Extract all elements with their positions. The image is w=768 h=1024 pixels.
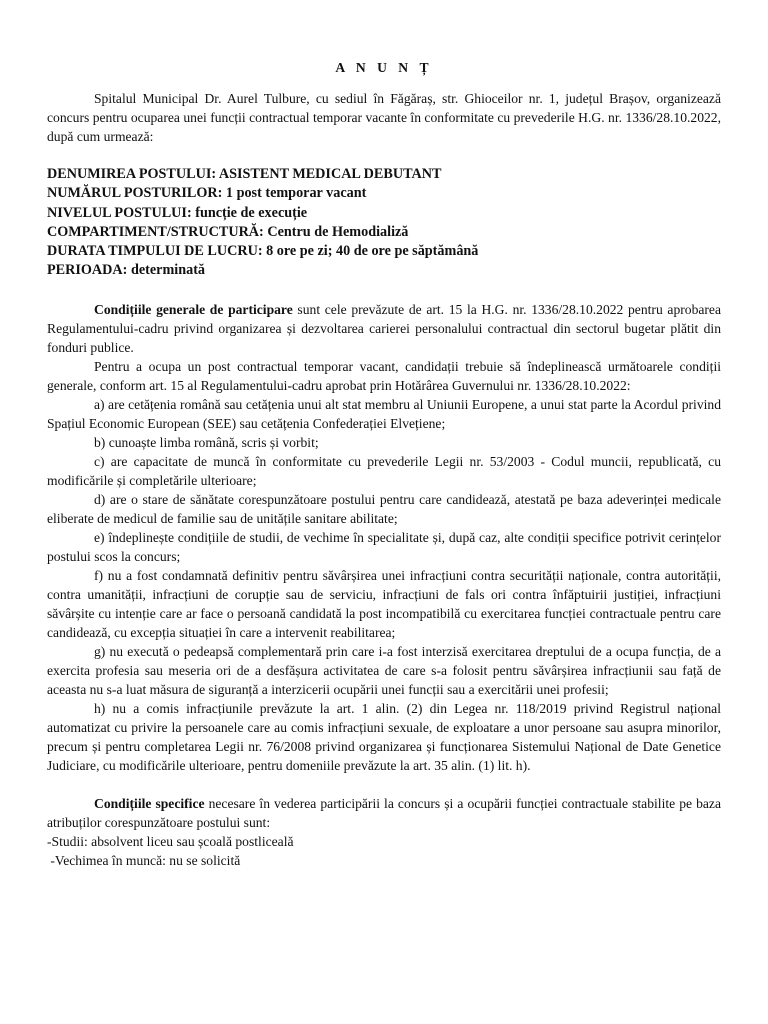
spacer	[47, 775, 721, 794]
intro-paragraph: Spitalul Municipal Dr. Aurel Tulbure, cu sediul în Făgăraș, str. Ghioceilor nr. 1, județul Brașov, organizează concurs pentru ocuparea unei funcții contractual temporar vacante în conformitate cu prevederile H.G. nr. 1336/28.10.2022, după cum urmează:	[47, 91, 721, 144]
spacer	[47, 146, 721, 165]
condition-h: h) nu a comis infracțiunile prevăzute la art. 1 alin. (2) din Legea nr. 118/2019 privind Registrul național automatizat cu privire la persoanele care au comis infracțiuni sexuale, de exploatare a unor persoane sau asupra minorilor, precum și pentru completarea Legii nr. 76/2008 privind organizarea și funcționarea Sistemului Național de Date Genetice Judiciare, cu modificările ulterioare, pentru domeniile prevăzute la art. 35 alin. (1) lit. h).	[47, 700, 721, 773]
condition-d: d) are o stare de sănătate corespunzătoare postului pentru care candidează, atestată pe baza adeverinței medicale eliberate de medicul de familie sau de unitățile sanitare abilitate;	[47, 491, 721, 526]
document-title: A N U N Ț	[335, 60, 433, 75]
post-period: PERIOADA: determinată	[47, 262, 206, 279]
general-conditions-lead: Condițiile generale de participare	[94, 301, 293, 317]
condition-g: g) nu execută o pedeapsă complementară prin care i-a fost interzisă exercitarea dreptului de a ocupa funcția, de a exercita profesia sau meseria ori de a desfășura activitatea de care s-a folosit pentru săvârșirea infracțiunii sau față de aceasta nu s-a luat măsura de siguranță a interzicerii ocupării unei funcții sau a exercitării unei profesii;	[47, 643, 721, 697]
spacer	[47, 281, 721, 300]
post-count: NUMĂRUL POSTURILOR: 1 post temporar vacant	[47, 185, 367, 202]
condition-a: a) are cetățenia română sau cetățenia unui alt stat membru al Uniunii Europene, a unui stat parte la Acordul privind Spațiul Economic European (SEE) sau cetățenia Confederației Elvețiene;	[47, 396, 721, 431]
general-conditions-intro: Pentru a ocupa un post contractual temporar vacant, candidații trebuie să îndeplinească următoarele condiții generale, conform art. 15 al Regulamentului-cadru aprobat prin Hotărârea Guvernului nr. 1336/28.10.2022:	[47, 358, 721, 393]
post-name: DENUMIREA POSTULUI: ASISTENT MEDICAL DEBUTANT	[47, 166, 442, 182]
specific-conditions-text: necesare în vederea participării la concurs și a ocupării funcției contractuale stabilite pe baza atribuților corespunzătoare postului sunt:	[47, 795, 721, 830]
post-department: COMPARTIMENT/STRUCTURĂ: Centru de Hemodializă	[47, 223, 409, 240]
condition-e: e) îndeplinește condițiile de studii, de vechime în specialitate și, după caz, alte condiții specifice potrivit cerințelor postului scos la concurs;	[47, 529, 721, 564]
specific-conditions-paragraph	[47, 794, 721, 832]
condition-c: c) are capacitate de muncă în conformitate cu prevederile Legii nr. 53/2003 - Codul muncii, republicată, cu modificările și completările ulterioare;	[47, 453, 721, 488]
announcement-page	[47, 58, 721, 870]
specific-condition-studies: -Studii: absolvent liceu sau școală postliceală	[47, 833, 294, 849]
post-level: NIVELUL POSTULUI: funcție de execuție	[47, 204, 308, 221]
specific-condition-experience: -Vechimea în muncă: nu se solicită	[47, 852, 241, 868]
specific-conditions-lead: Condițiile specifice	[94, 795, 205, 811]
general-conditions-paragraph	[47, 300, 721, 357]
condition-f: f) nu a fost condamnată definitiv pentru săvârșirea unei infracțiuni contra securității naționale, contra autorității, contra umanității, infracțiuni de corupție sau de serviciu, infracțiuni de fals ori contra înfăptuirii justiției, infracțiuni săvârșite cu intenție care ar face o persoană candidată la post incompatibilă cu exercitarea funcției contractuale pentru care candidează, cu excepția situației în care a intervenit reabilitarea;	[47, 567, 721, 640]
general-conditions-text: sunt cele prevăzute de art. 15 la H.G. nr. 1336/28.10.2022 pentru aprobarea Regulamentului-cadru privind organizarea și dezvoltarea carierei personalului contractual din sectorul bugetar plătit din fonduri publice.	[47, 301, 721, 355]
condition-b: b) cunoaște limba română, scris și vorbit;	[94, 434, 319, 450]
post-work-hours: DURATA TIMPULUI DE LUCRU: 8 ore pe zi; 40 de ore pe săptămână	[47, 243, 479, 260]
